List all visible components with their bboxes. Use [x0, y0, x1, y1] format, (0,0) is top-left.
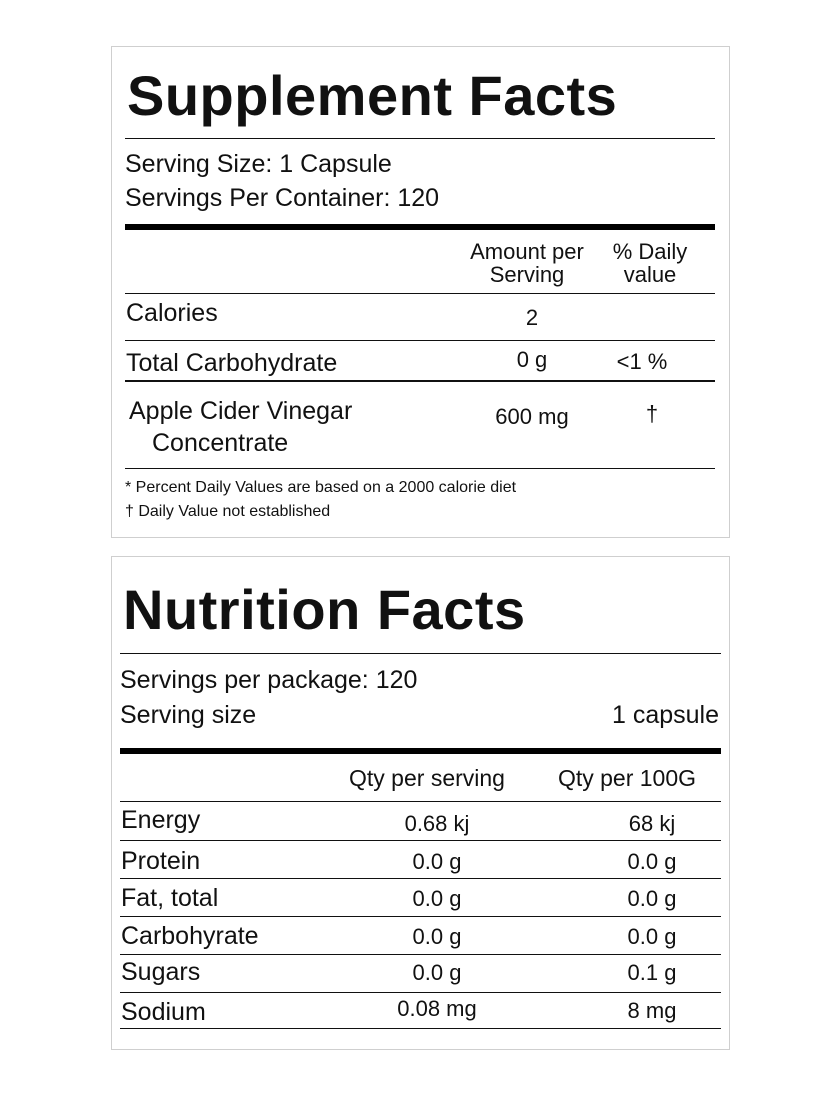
apple-cider-vinegar-label-line1: Apple Cider Vinegar: [129, 397, 353, 425]
apple-cider-vinegar-label-line2: Concentrate: [152, 429, 289, 457]
carbohydrate-label: Carbohyrate: [121, 922, 259, 950]
carbohydrate-per-100g: 0.0 g: [627, 924, 677, 949]
protein-per-100g: 0.0 g: [627, 849, 677, 874]
footnote-daily-values: * Percent Daily Values are based on a 2000 calorie diet: [125, 479, 517, 496]
carbohydrate-per-serving: 0.0 g: [412, 924, 462, 949]
fat-total-per-serving: 0.0 g: [412, 886, 462, 911]
amount-per-serving-header: [457, 240, 597, 286]
sodium-per-serving: 0.08 mg: [397, 996, 477, 1021]
supplement-facts-panel: [111, 46, 730, 538]
divider: [120, 916, 721, 917]
sugars-per-100g: 0.1 g: [627, 960, 677, 985]
servings-per-package: Servings per package: 120: [120, 666, 418, 694]
divider: [125, 340, 715, 341]
nutrition-facts-title: Nutrition Facts: [123, 578, 526, 641]
sodium-label: Sodium: [121, 998, 206, 1026]
apple-cider-vinegar-amount: 600 mg: [495, 404, 569, 429]
servings-per-container: Servings Per Container: 120: [125, 184, 440, 212]
serving-size-label: Serving size: [120, 701, 257, 729]
daily-value-header: [600, 240, 700, 286]
divider: [120, 1028, 721, 1029]
total-carbohydrate-amount: 0 g: [516, 347, 548, 372]
divider: [125, 380, 715, 382]
divider: [125, 468, 715, 469]
divider: [120, 878, 721, 879]
sugars-per-serving: 0.0 g: [412, 960, 462, 985]
fat-total-label: Fat, total: [121, 884, 219, 912]
total-carbohydrate-daily: <1 %: [616, 349, 668, 374]
protein-label: Protein: [121, 847, 201, 875]
energy-label: Energy: [121, 806, 201, 834]
divider: [120, 840, 721, 841]
total-carbohydrate-label: Total Carbohydrate: [126, 349, 338, 377]
protein-per-serving: 0.0 g: [412, 849, 462, 874]
divider: [120, 954, 721, 955]
sodium-per-100g: 8 mg: [627, 998, 677, 1023]
qty-per-100g-header: Qty per 100G: [557, 765, 697, 791]
sugars-label: Sugars: [121, 958, 201, 986]
divider: [120, 992, 721, 993]
thick-divider: [120, 748, 721, 754]
serving-size-value: 1 capsule: [611, 701, 719, 729]
energy-per-serving: 0.68 kj: [404, 811, 470, 836]
supplement-facts-title: Supplement Facts: [127, 64, 618, 127]
calories-amount: 2: [525, 305, 539, 330]
energy-per-100g: 68 kj: [628, 811, 676, 836]
serving-size: Serving Size: 1 Capsule: [125, 150, 392, 178]
footnote-not-established: † Daily Value not established: [125, 503, 331, 520]
divider: [120, 653, 721, 654]
daily-header-line: % Daily: [612, 239, 688, 264]
amount-header-line: Serving: [489, 262, 565, 287]
thick-divider: [125, 224, 715, 230]
nutrition-facts-panel: [111, 556, 730, 1050]
divider: [125, 138, 715, 139]
divider: [120, 801, 721, 802]
qty-per-serving-header: Qty per serving: [349, 765, 505, 791]
fat-total-per-100g: 0.0 g: [627, 886, 677, 911]
apple-cider-vinegar-daily: †: [645, 401, 659, 426]
calories-label: Calories: [126, 299, 218, 327]
daily-header-line: value: [623, 262, 677, 287]
amount-header-line: Amount per: [470, 239, 584, 264]
divider: [125, 293, 715, 294]
